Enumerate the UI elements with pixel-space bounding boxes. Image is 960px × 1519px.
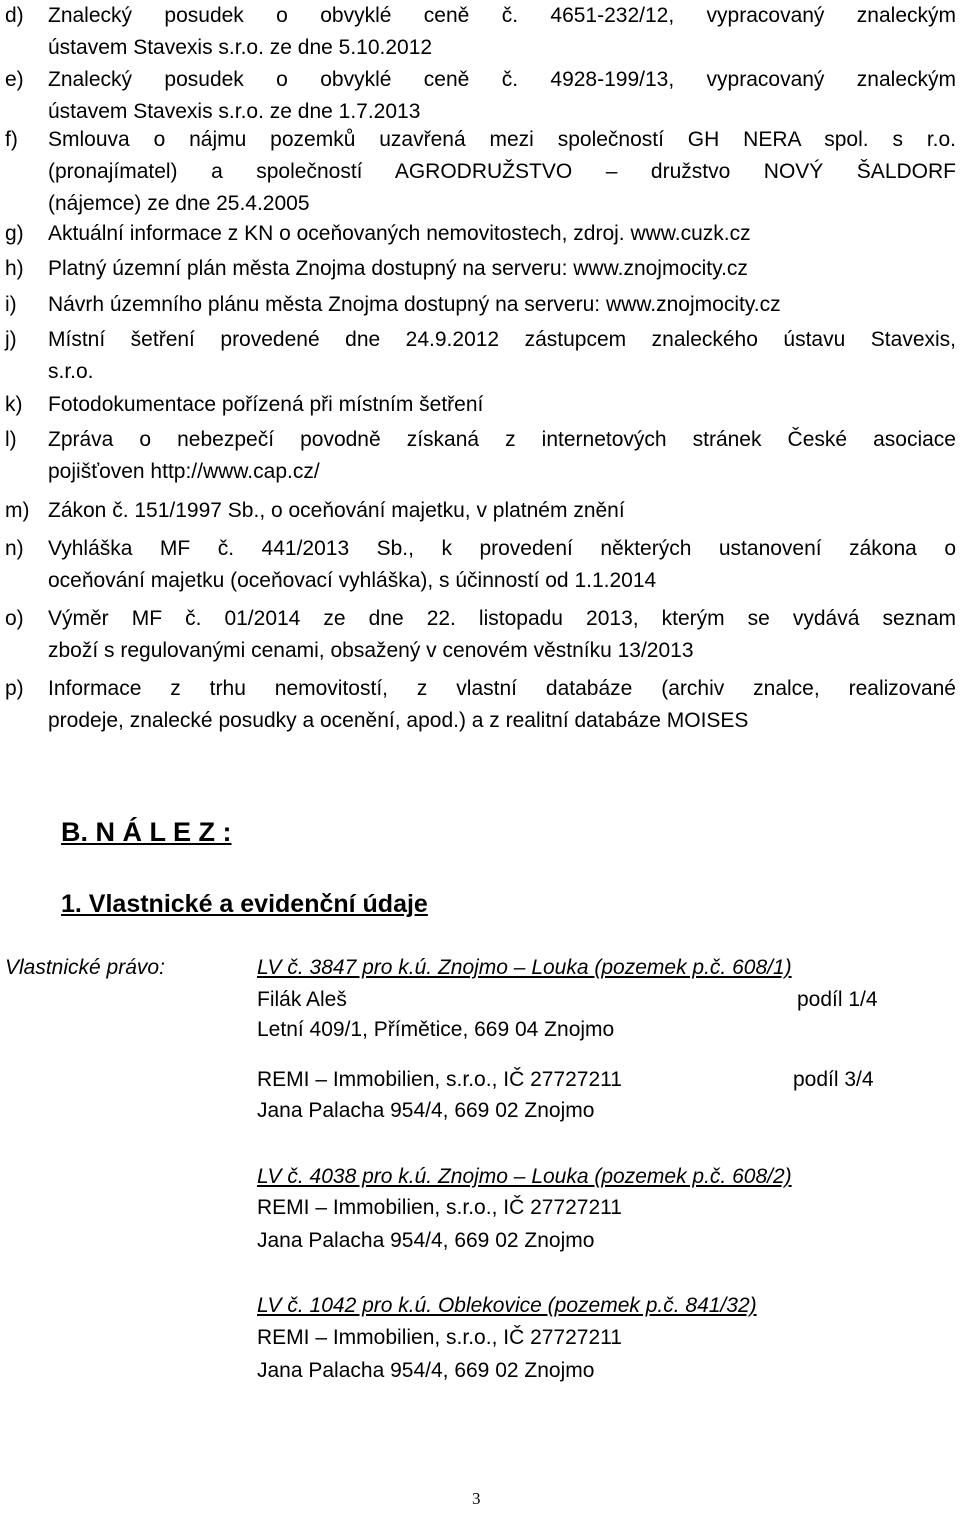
list-item-line: Vyhláška MF č. 441/2013 Sb., k provedení některých ustanovení zákona o [48, 537, 956, 560]
list-item-letter: h) [5, 257, 24, 280]
list-item-line: Aktuální informace z KN o oceňovaných nemovitostech, zdroj. www.cuzk.cz [48, 222, 751, 245]
owner-address: Letní 409/1, Přímětice, 669 04 Znojmo [257, 1018, 615, 1041]
list-item-letter: l) [5, 428, 17, 451]
list-item-letter: d) [5, 4, 24, 27]
list-item-letter: g) [5, 222, 24, 245]
list-item-text [48, 533, 956, 597]
list-item-letter: n) [5, 537, 24, 560]
owner-name: REMI – Immobilien, s.r.o., IČ 27727211 [257, 1068, 622, 1091]
list-item-text [48, 253, 956, 285]
owner-share: podíl 1/4 [797, 988, 878, 1011]
list-item-text [48, 218, 956, 250]
list-item-letter: e) [5, 68, 24, 91]
list-item-text [48, 124, 956, 220]
ownership-label: Vlastnické právo: [5, 956, 165, 979]
list-item-letter: j) [5, 328, 17, 351]
list-item-text [48, 289, 956, 321]
list-item-text [48, 495, 956, 527]
list-item-line: Místní šetření provedené dne 24.9.2012 zástupcem znaleckého ústavu Stavexis, [48, 328, 956, 351]
list-item-line: Platný územní plán města Znojma dostupný na serveru: www.znojmocity.cz [48, 257, 748, 280]
owner-address: Jana Palacha 954/4, 669 02 Znojmo [257, 1359, 595, 1382]
owner-address: Jana Palacha 954/4, 669 02 Znojmo [257, 1229, 595, 1252]
list-item-line: ústavem Stavexis s.r.o. ze dne 5.10.2012 [48, 36, 433, 59]
list-item-line: Výměr MF č. 01/2014 ze dne 22. listopadu 2013, kterým se vydává seznam [48, 607, 956, 630]
subsection-heading: 1. Vlastnické a evidenční údaje [61, 890, 428, 918]
list-item-line: prodeje, znalecké posudky a ocenění, apod.) a z realitní databáze MOISES [48, 709, 749, 732]
list-item-text [48, 424, 956, 488]
lv-title: LV č. 4038 pro k.ú. Znojmo – Louka (pozemek p.č. 608/2) [257, 1165, 792, 1188]
list-item-letter: i) [5, 293, 17, 316]
owner-name: Filák Aleš [257, 988, 347, 1011]
list-item-line: ústavem Stavexis s.r.o. ze dne 1.7.2013 [48, 100, 421, 123]
list-item-letter: k) [5, 393, 23, 416]
list-item-line: Zpráva o nebezpečí povodně získaná z internetových stránek České asociace [48, 428, 956, 451]
list-item-text [48, 64, 956, 128]
list-item-text [48, 324, 956, 388]
owner-name: REMI – Immobilien, s.r.o., IČ 27727211 [257, 1196, 622, 1219]
list-item-line: Smlouva o nájmu pozemků uzavřená mezi společností GH NERA spol. s r.o. [48, 128, 956, 151]
owner-name: REMI – Immobilien, s.r.o., IČ 27727211 [257, 1326, 622, 1349]
list-item-line: (nájemce) ze dne 25.4.2005 [48, 192, 310, 215]
list-item-line: Informace z trhu nemovitostí, z vlastní databáze (archiv znalce, realizované [48, 677, 956, 700]
list-item-letter: f) [5, 128, 18, 151]
lv-title: LV č. 1042 pro k.ú. Oblekovice (pozemek p.č. 841/32) [257, 1294, 757, 1317]
list-item-line: Návrh územního plánu města Znojma dostupný na serveru: www.znojmocity.cz [48, 293, 781, 316]
lv-title: LV č. 3847 pro k.ú. Znojmo – Louka (pozemek p.č. 608/1) [257, 956, 792, 979]
list-item-letter: o) [5, 607, 24, 630]
list-item-line: s.r.o. [48, 360, 94, 383]
owner-address: Jana Palacha 954/4, 669 02 Znojmo [257, 1099, 595, 1122]
list-item-line: Fotodokumentace pořízená při místním šetření [48, 393, 484, 416]
list-item-text [48, 673, 956, 737]
page-number: 3 [472, 1489, 481, 1508]
list-item-line: zboží s regulovanými cenami, obsažený v cenovém věstníku 13/2013 [48, 639, 694, 662]
list-item-line: oceňování majetku (oceňovací vyhláška), s účinností od 1.1.2014 [48, 569, 657, 592]
owner-share: podíl 3/4 [793, 1068, 874, 1091]
list-item-line: (pronajímatel) a společností AGRODRUŽSTVO – družstvo NOVÝ ŠALDORF [48, 160, 956, 183]
list-item-line: Znalecký posudek o obvyklé ceně č. 4651-232/12, vypracovaný znaleckým [48, 4, 956, 27]
list-item-letter: m) [5, 499, 30, 522]
list-item-letter: p) [5, 677, 24, 700]
list-item-text [48, 603, 956, 667]
list-item-line: pojišťoven http://www.cap.cz/ [48, 460, 320, 483]
list-item-text [48, 0, 956, 64]
section-heading: B. N Á L E Z : [61, 817, 232, 847]
list-item-text [48, 389, 956, 421]
list-item-line: Zákon č. 151/1997 Sb., o oceňování majetku, v platném znění [48, 499, 625, 522]
list-item-line: Znalecký posudek o obvyklé ceně č. 4928-199/13, vypracovaný znaleckým [48, 68, 956, 91]
